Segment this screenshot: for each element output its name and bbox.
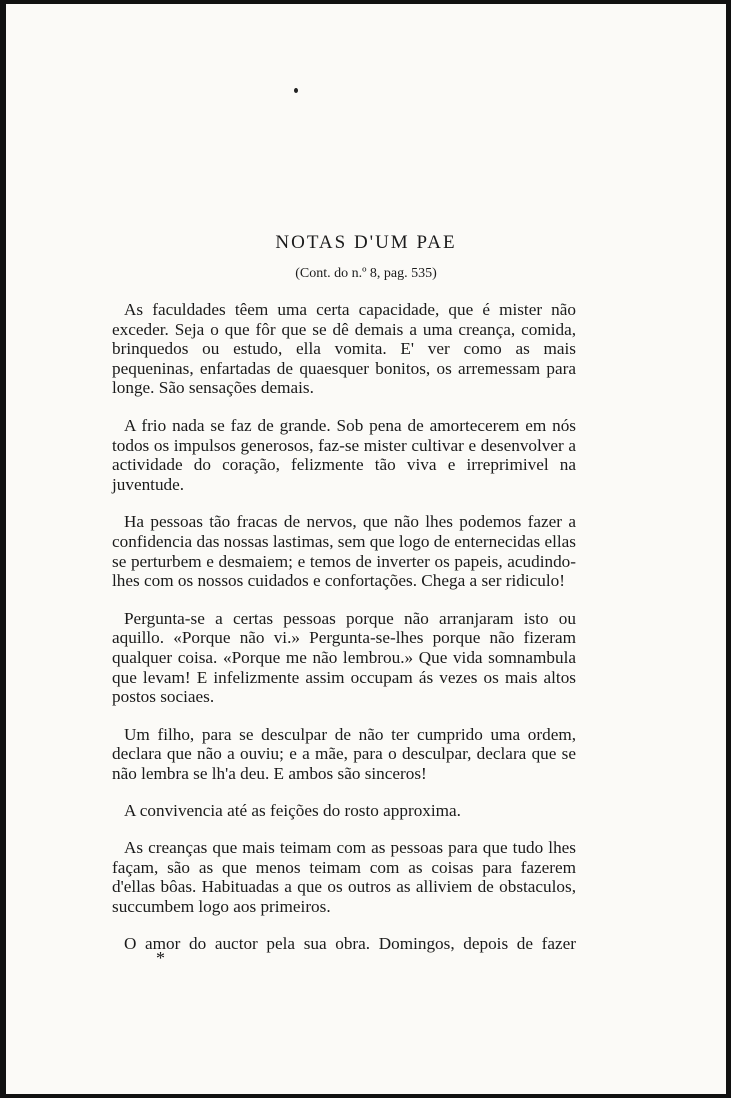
page-subtitle: (Cont. do n.º 8, pag. 535) [295, 266, 437, 281]
paragraph: Ha pessoas tão fracas de nervos, que não lhes podemos fazer a confidencia das nossas lastimas, sem que logo de enternecidas ellas se perturbem e desmaiem; e temos de inverter os papeis, acudindo-lhes com os nossos cuidados e confortações. Chega a ser ridiculo! [112, 512, 576, 591]
paragraph: As faculdades têem uma certa capacidade, que é mister não exceder. Seja o que fôr que se dê demais a uma creança, comida, brinquedos ou estudo, ella vomita. E' ver como as mais pequeninas, enfartadas de quaesquer bonitos, os arremessam para longe. São sensações demais. [112, 300, 576, 398]
ink-speck [294, 88, 298, 93]
paragraph: O amor do auctor pela sua obra. Domingos, depois de fazer [124, 934, 576, 954]
signature-mark: * [156, 948, 165, 968]
paragraph: Pergunta-se a certas pessoas porque não arranjaram isto ou aquillo. «Porque não vi.» Pergunta-se-lhes porque não fizeram qualquer coisa. «Porque me não lembrou.» Que vida somnambula que levam! E infelizmente assim occupam ás vezes os mais altos postos sociaes. [112, 608, 576, 707]
page-title: NOTAS D'UM PAE [275, 232, 457, 253]
paragraph: As creanças que mais teimam com as pessoas para que tudo lhes façam, são as que menos teimam com as coisas para fazerem d'ellas bôas. Habituadas a que os outros as alliviem de obstaculos, succumbem logo aos primeiros. [112, 838, 576, 916]
paragraph: Um filho, para se desculpar de não ter cumprido uma ordem, declara que não a ouviu; e a mãe, para o desculpar, declara que se não lembra se lh'a deu. E ambos são sinceros! [112, 724, 576, 783]
paragraph: A frio nada se faz de grande. Sob pena de amortecerem em nós todos os impulsos generosos, faz-se mister cultivar e desenvolver a actividade do coração, felizmente tão viva e irreprimivel na juventude. [112, 415, 576, 494]
paragraph: A convivencia até as feições do rosto approxima. [124, 801, 461, 821]
body-text [112, 300, 576, 954]
